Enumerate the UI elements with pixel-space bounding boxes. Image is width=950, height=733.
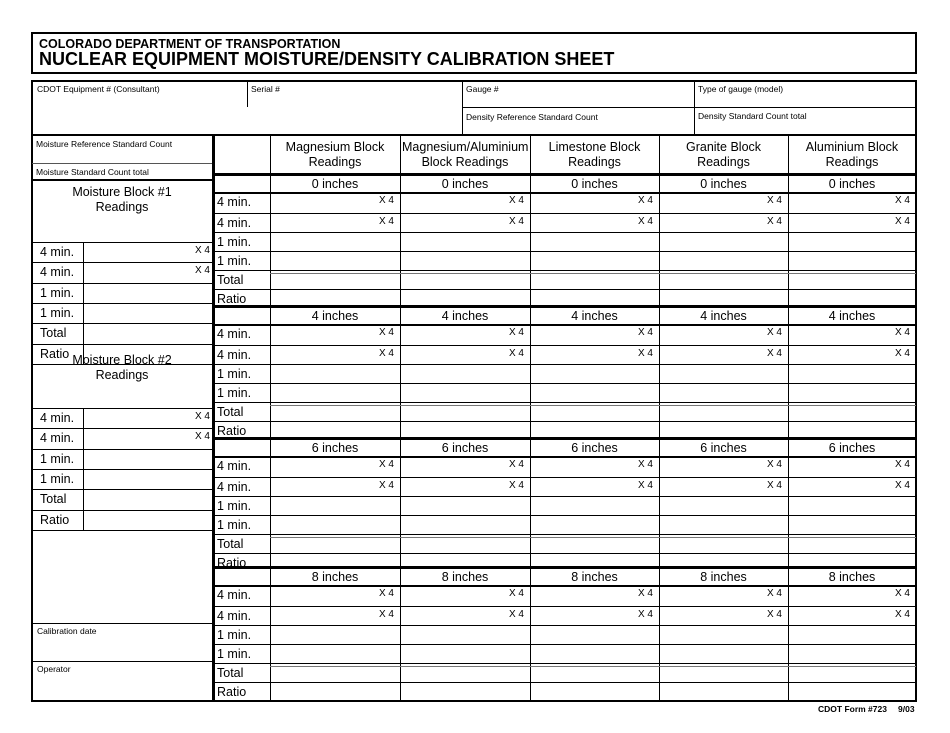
reading-row-divider — [213, 383, 916, 384]
reading-row-divider — [213, 682, 916, 683]
moisture-block-2-title: Moisture Block #2 Readings — [72, 353, 172, 382]
reading-row-label: 4 min. — [217, 480, 252, 494]
reading-row-divider — [213, 515, 916, 516]
form-date: 9/03 — [898, 704, 915, 714]
reading-row-divider — [213, 402, 916, 403]
department-name: COLORADO DEPARTMENT OF TRANSPORTATION — [39, 37, 341, 51]
depth-label: 0 inches — [571, 177, 618, 191]
reading-row-label: Total — [217, 666, 244, 680]
multiplier-x4: X 4 — [894, 609, 910, 620]
form-title: NUCLEAR EQUIPMENT MOISTURE/DENSITY CALIBRATION SHEET — [39, 49, 615, 69]
moisture-value-column-divider — [83, 408, 84, 530]
depth-label: 6 inches — [571, 441, 618, 455]
multiplier-x4: X 4 — [194, 265, 210, 277]
multiplier-x4: X 4 — [766, 327, 782, 338]
moisture-row-label: Ratio — [40, 346, 70, 361]
grid-column-divider — [400, 135, 401, 701]
depth-group-separator — [213, 437, 916, 440]
reading-row-divider — [213, 553, 916, 554]
reading-row-divider — [213, 496, 916, 497]
moisture-row-divider — [32, 323, 212, 324]
reading-row-label: 1 min. — [217, 386, 252, 400]
density-ref-count-label: Density Reference Standard Count — [466, 112, 598, 122]
moisture-row-divider — [32, 469, 212, 470]
block-column-header: Magnesium/Aluminium Block Readings — [402, 140, 529, 169]
multiplier-x4: X 4 — [378, 327, 394, 338]
multiplier-x4: X 4 — [766, 480, 782, 491]
reading-row-label: Ratio — [217, 292, 247, 306]
multiplier-x4: X 4 — [894, 195, 910, 206]
depth-group-separator — [213, 173, 916, 176]
multiplier-x4: X 4 — [894, 588, 910, 599]
moisture-value-column-divider — [83, 242, 84, 364]
depth-group-separator — [213, 305, 916, 308]
moisture-row-label: 1 min. — [40, 305, 75, 320]
serial-field-label: Serial # — [251, 84, 280, 94]
info-divider-2 — [462, 81, 463, 134]
moisture-row-divider — [32, 489, 212, 490]
depth-row-bottom — [213, 192, 916, 194]
reading-row-divider — [213, 534, 916, 535]
moisture-block-1-title: Moisture Block #1 Readings — [72, 185, 172, 214]
multiplier-x4: X 4 — [637, 216, 653, 227]
moisture-ref-count-label: Moisture Reference Standard Count — [36, 139, 173, 149]
reading-row-divider — [213, 625, 916, 626]
depth-label: 8 inches — [828, 570, 876, 584]
reading-row-divider — [213, 477, 916, 478]
total-row-double-line — [270, 666, 916, 667]
reading-row-label: 1 min. — [217, 518, 252, 532]
reading-row-label: 1 min. — [217, 628, 252, 642]
multiplier-x4: X 4 — [508, 348, 524, 359]
info-divider-3 — [694, 81, 695, 134]
moisture-block-header-bottom — [32, 408, 212, 409]
multiplier-x4: X 4 — [378, 480, 394, 491]
calibration-date-label: Calibration date — [37, 626, 97, 636]
multiplier-x4: X 4 — [766, 588, 782, 599]
multiplier-x4: X 4 — [378, 195, 394, 206]
depth-label: 0 inches — [700, 177, 747, 191]
moisture-row-divider — [32, 262, 212, 263]
depth-label: 8 inches — [571, 570, 618, 584]
total-row-double-line — [270, 273, 916, 274]
multiplier-x4: X 4 — [894, 348, 910, 359]
moisture-row-label: Ratio — [40, 512, 70, 527]
operator-label: Operator — [37, 664, 71, 674]
moisture-row-label: 1 min. — [40, 451, 75, 466]
reading-row-label: 1 min. — [217, 647, 252, 661]
depth-label: 8 inches — [441, 570, 489, 584]
multiplier-x4: X 4 — [766, 459, 782, 470]
multiplier-x4: X 4 — [766, 216, 782, 227]
reading-row-divider — [213, 606, 916, 607]
block-column-header: Aluminium Block Readings — [805, 140, 899, 169]
multiplier-x4: X 4 — [508, 327, 524, 338]
moisture-row-label: 4 min. — [40, 411, 75, 425]
gauge-type-field-label: Type of gauge (model) — [698, 84, 784, 94]
operator-top — [32, 661, 212, 662]
multiplier-x4: X 4 — [378, 609, 394, 620]
calibration-date-top — [32, 623, 212, 624]
depth-label: 4 inches — [441, 309, 489, 323]
block-column-header: Magnesium Block Readings — [285, 140, 385, 169]
moisture-count-total-label: Moisture Standard Count total — [36, 167, 149, 177]
multiplier-x4: X 4 — [508, 609, 524, 620]
multiplier-x4: X 4 — [766, 609, 782, 620]
grid-left-border — [212, 135, 215, 701]
block-column-header: Limestone Block Readings — [548, 140, 641, 169]
depth-label: 4 inches — [571, 309, 618, 323]
grid-column-divider — [788, 135, 789, 701]
block-column-header: Granite Block Readings — [685, 140, 762, 169]
depth-label: 0 inches — [311, 177, 359, 191]
moisture-row-label: Total — [40, 492, 67, 507]
grid-column-divider — [270, 135, 271, 701]
reading-row-divider — [213, 421, 916, 422]
reading-row-label: 4 min. — [217, 348, 252, 362]
reading-row-label: Total — [217, 537, 244, 551]
form-number: CDOT Form #723 — [818, 704, 887, 714]
moisture-ref-bottom — [32, 179, 213, 181]
reading-row-label: 1 min. — [217, 254, 252, 268]
moisture-row-label: 1 min. — [40, 285, 75, 300]
moisture-row-label: 1 min. — [40, 471, 75, 486]
moisture-row-label: 4 min. — [40, 431, 75, 446]
moisture-row-divider — [32, 449, 212, 450]
multiplier-x4: X 4 — [894, 327, 910, 338]
reading-row-divider — [213, 663, 916, 664]
multiplier-x4: X 4 — [766, 195, 782, 206]
total-row-double-line — [270, 537, 916, 538]
multiplier-x4: X 4 — [508, 588, 524, 599]
depth-label: 6 inches — [828, 441, 876, 455]
multiplier-x4: X 4 — [194, 245, 210, 256]
multiplier-x4: X 4 — [637, 327, 653, 338]
multiplier-x4: X 4 — [194, 431, 210, 443]
reading-row-divider — [213, 289, 916, 290]
multiplier-x4: X 4 — [637, 609, 653, 620]
reading-row-label: 4 min. — [217, 327, 252, 341]
reading-row-divider — [213, 270, 916, 271]
depth-row-bottom — [213, 585, 916, 587]
multiplier-x4: X 4 — [508, 480, 524, 491]
grid-column-divider — [530, 135, 531, 701]
reading-row-label: 4 min. — [217, 609, 252, 623]
moisture-row-divider — [32, 530, 212, 531]
reading-row-label: 1 min. — [217, 235, 252, 249]
multiplier-x4: X 4 — [378, 459, 394, 470]
info-divider-1 — [247, 81, 248, 107]
moisture-row-divider — [32, 283, 212, 284]
moisture-row-label: Total — [40, 326, 67, 341]
multiplier-x4: X 4 — [194, 411, 210, 422]
multiplier-x4: X 4 — [637, 459, 653, 470]
multiplier-x4: X 4 — [894, 480, 910, 491]
depth-label: 0 inches — [441, 177, 489, 191]
multiplier-x4: X 4 — [508, 216, 524, 227]
moisture-row-divider — [32, 428, 212, 429]
density-count-total-label: Density Standard Count total — [698, 111, 807, 121]
reading-row-label: 4 min. — [217, 459, 252, 473]
depth-label: 0 inches — [828, 177, 876, 191]
reading-row-divider — [213, 364, 916, 365]
depth-label: 8 inches — [700, 570, 747, 584]
equipment-field-label: CDOT Equipment # (Consultant) — [37, 84, 160, 94]
multiplier-x4: X 4 — [766, 348, 782, 359]
depth-label: 6 inches — [311, 441, 359, 455]
reading-row-divider — [213, 232, 916, 233]
reading-row-label: Ratio — [217, 685, 247, 699]
multiplier-x4: X 4 — [637, 588, 653, 599]
depth-label: 4 inches — [700, 309, 747, 323]
reading-row-label: Total — [217, 273, 244, 287]
moisture-row-divider — [32, 510, 212, 511]
multiplier-x4: X 4 — [894, 459, 910, 470]
total-row-double-line — [270, 405, 916, 406]
depth-row-bottom — [213, 456, 916, 458]
info-row-divider — [462, 107, 916, 108]
multiplier-x4: X 4 — [637, 348, 653, 359]
multiplier-x4: X 4 — [637, 195, 653, 206]
reading-row-label: Ratio — [217, 556, 247, 570]
multiplier-x4: X 4 — [508, 459, 524, 470]
moisture-row-divider — [32, 303, 212, 304]
multiplier-x4: X 4 — [508, 195, 524, 206]
reading-row-divider — [213, 251, 916, 252]
depth-label: 4 inches — [828, 309, 876, 323]
moisture-row-label: 4 min. — [40, 245, 75, 259]
moisture-row-divider — [32, 344, 212, 345]
reading-row-label: Total — [217, 405, 244, 419]
info-section-bottom — [32, 134, 916, 136]
depth-label: 4 inches — [311, 309, 359, 323]
moisture-row-label: 4 min. — [40, 265, 75, 280]
depth-label: 6 inches — [441, 441, 489, 455]
depth-group-separator — [213, 566, 916, 569]
reading-row-label: Ratio — [217, 424, 247, 438]
moisture-ref-divider — [32, 163, 212, 164]
reading-row-divider — [213, 345, 916, 346]
reading-row-label: 4 min. — [217, 588, 252, 602]
reading-row-label: 4 min. — [217, 195, 252, 209]
depth-label: 8 inches — [311, 570, 359, 584]
reading-row-label: 1 min. — [217, 367, 252, 381]
gauge-field-label: Gauge # — [466, 84, 499, 94]
form-header — [31, 32, 917, 74]
reading-row-divider — [213, 213, 916, 214]
multiplier-x4: X 4 — [378, 348, 394, 359]
depth-row-bottom — [213, 324, 916, 326]
multiplier-x4: X 4 — [894, 216, 910, 227]
moisture-block-header-bottom — [32, 242, 212, 243]
grid-column-divider — [659, 135, 660, 701]
reading-row-divider — [213, 644, 916, 645]
multiplier-x4: X 4 — [378, 588, 394, 599]
multiplier-x4: X 4 — [378, 216, 394, 227]
multiplier-x4: X 4 — [637, 480, 653, 491]
reading-row-label: 4 min. — [217, 216, 252, 230]
depth-label: 6 inches — [700, 441, 747, 455]
reading-row-label: 1 min. — [217, 499, 252, 513]
